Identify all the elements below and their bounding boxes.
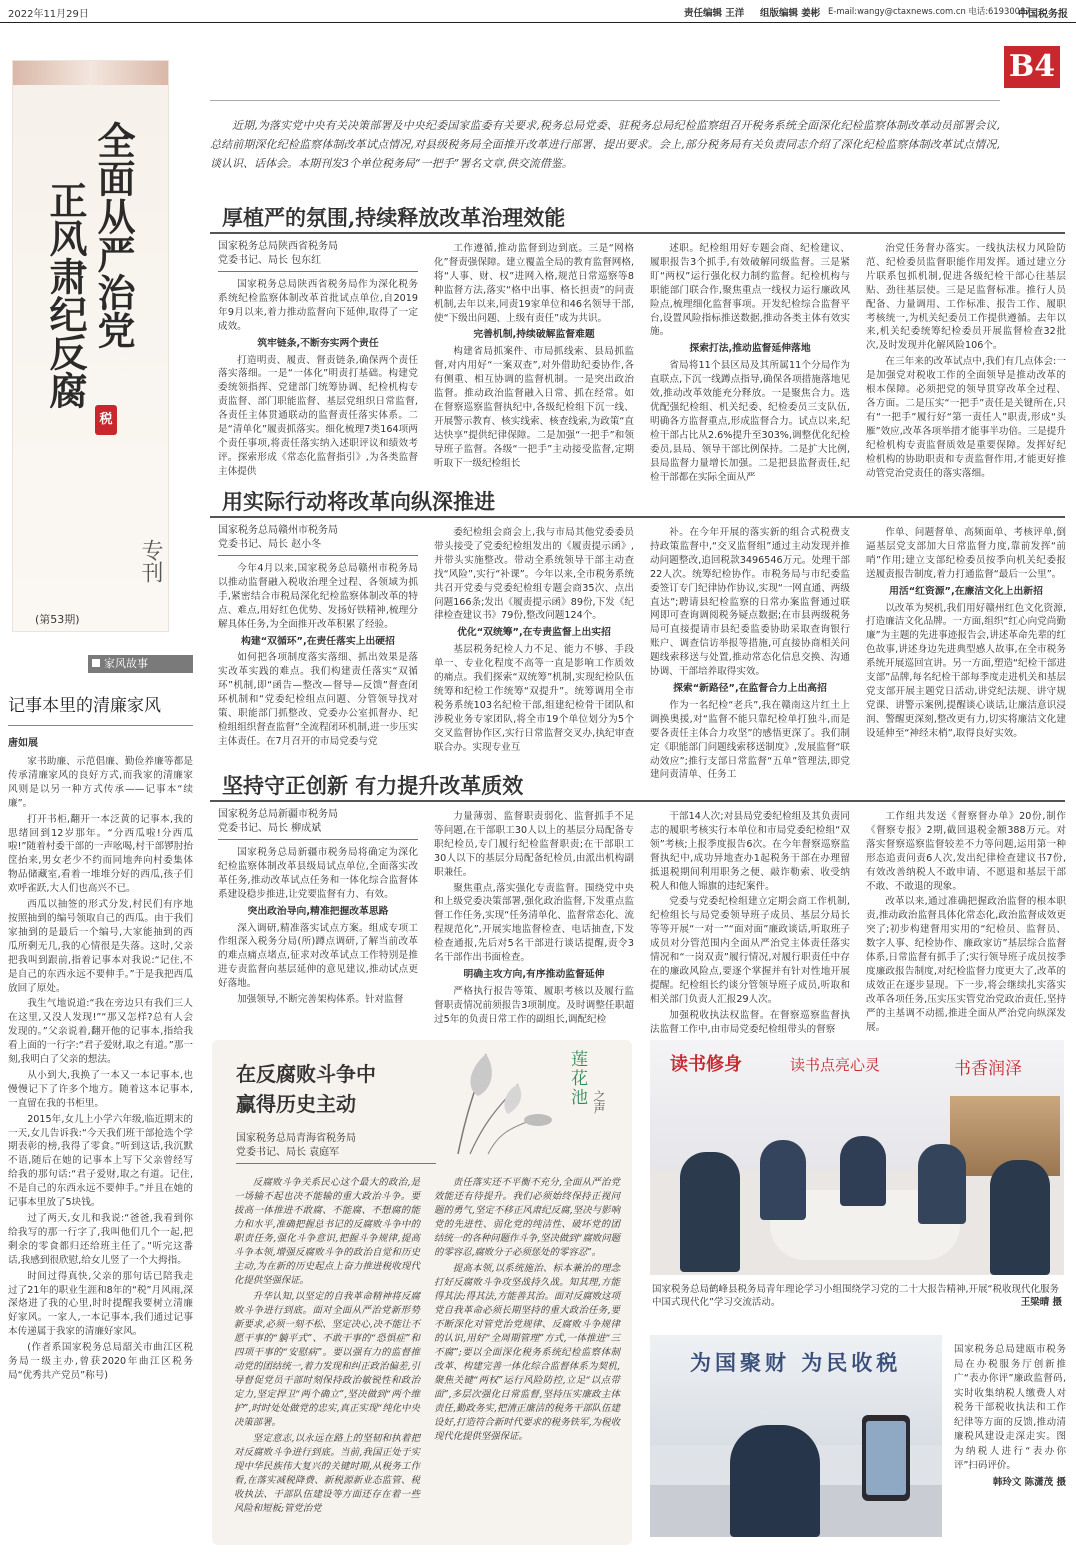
masthead-title-line1: 全面从严治党 [91,121,136,349]
intro-top-line [210,100,1000,101]
a4-paragraph: 升华认知,以坚定的自我革命精神将反腐败斗争进行到底。面对全面从严治党新形势新要求,必须一刻不松、坚定决心,决不能让不愿干事的“躺平式”、不敢干事的“恐惧症”和四项干事的“安慰病”。要以强有力的监督推动党的团结统一,着力发现和纠正政治偏差,引导督促党员干部时刻保持政治敏锐性和政治定力,坚定捍卫“两个确立”,坚决做到“两个维护”,时时处处做党的忠实,真正实现“纯化中央决策部署。 [234,1291,420,1428]
article-1-headline: 厚植严的氛围,持续释放改革治理效能 [222,205,566,230]
a3-paragraph: 国家税务总局新疆市税务局将确定为深化纪检监察体制改革县级局试点单位,全面落实改革任务,推动改革试点任务和一体化综合监督体系建设稳步推进,让党要监督有力、有效。 [218,847,418,900]
family-story [8,655,193,1545]
family-title: 记事本里的清廉家风 [8,696,161,716]
square-icon [92,659,100,667]
article-3-headline: 坚持守正创新 有力提升改革质效 [222,773,524,798]
a3-paragraph: 深入调研,精准落实试点方案。组成专项工作组深入税务分局(所)蹲点调研,了解当前改革的难点痛点堵点,征求对改革试点工作特别是推进专责监督向基层延伸的意见建议,推动试点更好落地。 [218,922,418,990]
a2-paragraph: 补。在今年开展的落实新的组合式税费支持政策监督中,“交叉监督组”通过主动发现并推动问题整改,追回税款3496546万元。处理干部22人次。统筹纪检协作。市税务局与市纪委监委签订专门纪律协作协议,实现“一网直通、两级直达”;聘请县纪检监察的日常办案监督通过联网即可查询调阅税务疑点数据;在市县两级税务局可直接提请市县纪委监委协助采取查询银行账户、调查信访举报等措施,可直接协商相关问题线索移送与处置,推动常态化信息交换、沟通协调、干部培养取得实效。 [650,527,850,678]
photo-1-caption-text: 国家税务总局鹤峰县税务局青年理论学习小组围绕学习党的二十大报告精神,开展“税收现代化服务中国式现代化”学习交流活动。 [652,1284,1059,1308]
a2-paragraph: 作单、问题督单、高频面单、考核评单,倒逼基层党支部加大日常监督力度,靠前发挥“前哨”作用;建立支部纪检委员按季向机关纪委报送履责报告制度,着力打通监督“最后一公里”。 [866,527,1066,580]
a2-paragraph: 基层税务纪检人力不足、能力不够、手段单一、专业化程度不高等一直是影响工作质效的痛点。我们探索“双统筹”机制,实现纪检队伍统筹和纪检工作统筹“双提升”。统筹调用全市税务系统103名纪检干部,组建纪检骨干团队和涉税业务专家团队,将全市19个单位划分为5个交叉监督协作区,实行日常监督交叉办,执纪审查联合办。实现专业互 [434,644,634,753]
masthead-issue: (第53期) [35,613,80,626]
article-1-byline [218,240,418,272]
a3-paragraph: 改革以来,通过准确把握政治监督的根本职责,推动政治监督具体化常态化,政治监督成效更突了;初步构建督用实用的“纪检员、监督员、数字人事、纪检协作、廉政家访”基层综合监督体系,日常监督有抓手了;实行领导班子成员按季度廉政报告制度,对纪检监督力度更大了,改革的成效正在逐步显现。下一步,将会继续扎实落实改革各项任务,压实压实管党治党政治责任,坚持严的主基调不动摇,推进全面从严治党向纵深发展。 [866,896,1066,1033]
photo-1-banner-mid: 读书点亮心灵 [790,1056,881,1074]
photo-2 [650,1335,942,1537]
article-3-org: 国家税务总局新疆市税务局 [218,809,338,820]
article-4-headline-line2: 赢得历史主动 [236,1092,356,1116]
a3-paragraph: 加强领导,不断完善架构体系。针对监督 [237,994,404,1006]
lotus-icon [448,1044,568,1162]
article-3-role: 党委书记、局长 柳成斌 [218,823,322,834]
a3-paragraph: 干部14人次;对县局党委纪检组及其负责同志的履职考核实行本单位和市局党委纪检组“双领”考核;上报季度报告6次。在今年督察巡察监督执纪中,成功异地查办1起税务干部在办理留抵退税期间利用职务之便、敲诈勒索、收受纳税人和他人锦旗的违纪案件。 [650,811,850,892]
lotus-title: 莲花池 [567,1050,587,1107]
a2-subheading: 用活“红资源”,在廉洁文化上出新招 [889,585,1043,597]
header-editor: 责任编辑 王洋 [684,8,745,19]
article-4-org: 国家税务总局青海省税务局 [236,1133,356,1144]
family-author-rule [8,725,193,726]
family-author: 唐如展 [8,738,38,749]
photo-2-credit: 韩玲文 陈潇茂 摄 [992,1476,1066,1488]
article-1-column-1 [218,278,418,478]
page-number: B4 [1008,49,1056,84]
masthead-label: 专刊 [138,539,163,583]
masthead-seal-text: 税 [99,412,113,427]
family-body [8,755,193,1540]
article-1-rule [210,232,1065,234]
family-paragraph: 我生气地说道:“我在旁边只有我们三人在这里,又没人发现!”“那又怎样?总有人会发现的。”父亲说着,翻开他的记事本,指给我看上面的一行字:“君子爱财,取之有道。”那一刻,我明白了父亲的想法。 [8,998,193,1066]
header-date: 2022年11月29日 [8,9,89,20]
article-2-role: 党委书记、局长 赵小冬 [218,539,322,550]
photo-1-person [918,1144,966,1224]
article-2-column-4 [866,526,1066,762]
article-2-headline: 用实际行动将改革向纵深推进 [222,489,495,514]
article-1-column-4 [866,242,1066,478]
article-4-box [212,1040,632,1545]
a1-subheading: 探索打法,推动监督延伸落地 [689,343,811,355]
a4-paragraph: 反腐败斗争关系民心这个最大的政治,是一场输不起也决不能输的重大政治斗争。要拔高一体推进不敢腐、不能腐、不想腐的能力和水平,准确把握总书记的反腐败斗争中的职责任务,强化斗争意识,把握斗争规律,提高斗争本领,增强反腐败斗争的政治自觉和历史主动,为在新的历史起点上奋力推进税收现代化提供坚强保证。 [234,1177,420,1286]
a4-paragraph: 坚定意志,以永远在路上的坚韧和执着把对反腐败斗争进行到底。当前,我国正处于实现中华民族伟大复兴的关键时期,从税务工作看,在落实减税降费、新税源新业态监管、税收执法、干部队伍建设等方面还存在着一些风险和短板;管党治党 [234,1433,420,1514]
page-number-badge [1004,46,1060,88]
photo-2-banner: 为国聚财 为民收税 [690,1350,902,1375]
page-header [0,0,1076,23]
a2-paragraph: 如何把各项制度落实落细、抓出效果是落实改革实践的难点。我们构建责任落实“双循环”机制,即“函告—整改—督导—反馈”督查闭环机制和“党委纪检组点问题、分管领导找对策、职能部门抓整改、党委办公室抓督办、纪检组组织督查监督”全流程闭环机制,进一步压实主体责任。在7月召开的市局党委与党 [218,652,418,747]
a3-paragraph: 严格执行报告等策、履职考核以及履行监督职责情况前须报告3项制度。及时调整任职超过5年的负责日常工作的副组长,调配纪检 [434,985,634,1025]
a2-paragraph: 以改革为契机,我们用好赣州红色文化资源,打造廉洁文化品牌。一方面,组织“红心向党尚勤廉”为主题的先进事迹报告会,讲述革命先辈的红色故事,讲述身边先进典型感人故事,在全市税务系统开展巡回宣讲。另一方面,塑造“纪检干部进支部”品牌,每名纪检干部每季度走进机关和基层党支部开展主题党日活动,讲党纪法规、讲守规党课、讲警示案例,提醒谈心谈话,让廉洁意识浸润、警醒更深刻,整改更有力,切实将廉洁文化建设延伸至“神经末梢”,取得良好实效。 [866,602,1066,739]
a1-subheading: 筑牢链条,不断夯实两个责任 [257,337,379,349]
article-2-byline [218,524,418,556]
photo-1-banner-right: 书香润泽 [954,1059,1022,1079]
a1-paragraph: 工作遵循,推动监督到边到底。三是“网格化”督责强保障。建立覆盖全局的教育监督网格,将“人事、财、权”进网入格,规范日常巡察等8种监督方法,落实“格中出事、格长担责”的问责机制,去年以来,同责19家单位和46名领导干部,使“下级出问题、上级有责任”成为共识。 [434,243,634,324]
a1-paragraph: 国家税务总局陕西省税务局作为深化税务系统纪检监察体制改革首批试点单位,自2019年9月以来,着力推动监督向下延伸,取得了一定成效。 [218,279,418,332]
photo-1-banner-left: 读书修身 [670,1054,742,1075]
a1-paragraph: 述职。纪检组用好专题会商、纪检建议、履职报告3个抓手,有效破解同级监督。三是紧盯“两权”运行强化权力制约监督。纪检机构与职能部门联合作,聚焦重点一线权力运行廉政风险点,梳理细化监督事项。开发纪检综合监督平台,设置风险指标推送数据,推动各类主体有效实施。 [650,243,850,338]
masthead-top-stripe [13,61,168,85]
photo-2-caption [954,1343,1066,1490]
article-1-org: 国家税务总局陕西省税务局 [218,241,338,252]
a2-paragraph: 今年4月以来,国家税务总局赣州市税务局以推动监督融入税收治理全过程、各领域为抓手,紧密结合市税局深化纪检监察体制改革的特点、难点,用好红色优势、发扬好铁精神,梳理分解具体任务,为全面推开改革积累了经验。 [218,563,418,630]
article-3-column-4 [866,810,1066,1033]
a1-paragraph: 打造明责、履责、督责链条,确保两个责任落实落细。一是“一体化”明责打基础。构建党委统领指挥、党建部门统筹协调、纪检机构专责监督、部门职能监督、基层党组织日常监督,各责任主体贯通联动的监督责任落实体系。二是“清单化”履责抓落实。细化梳理7类164项两个责任事项,将责任落实纳入述职评议和绩效考评。探索形成《常态化监督指引》,为各类监督主体提供 [218,354,418,477]
article-2-column-2 [434,526,634,762]
article-3-byline [218,808,418,840]
header-paper: 中国税务报 [1018,9,1068,20]
lotus-subtitle: 之声 [592,1090,606,1114]
a1-paragraph: 构建省局抓案件、市局抓线索、县局抓监督,对内用好“一案双查”,对外借助纪委协作,各有侧重、相互协调的监督机制。一是突出政治监督。推动政治监督融入日常、抓在经常。如在督察巡察监督执纪中,各级纪检组下沉一线、开展警示教育、核实线索、核查线索,为政策“直达快享”提供纪律保障。二是加强“一把手”和领导班子监督。各级“一把手”主动接受监督,定期听取下一级纪检组长 [434,346,634,469]
photo-1-person [840,1136,886,1206]
photo-1-person [990,1160,1050,1275]
a4-paragraph: 提高本领,以系统施治、标本兼治的理念打好反腐败斗争攻坚战持久战。知其理,方能得其法;得其法,方能善其治。面对反腐败这项党自我革命必须长期坚持的重大政治任务,要不断深化对管党治党规律、反腐败斗争规律的认识,用好“全周期管理”方式,一体推进“三不腐”;要以全面深化税务系统纪检监察体制改革、构建完善一体化综合监督体系为契机,聚焦关键“两权”运行风险防控,立足“以点带面”,多层次强化日常监督,坚持压实廉政主体责任,勤政务实,把清正廉洁的税务干部队伍建设好,打造符合新时代要求的税务铁军,为税收现代化提供坚强保证。 [434,1263,620,1442]
a2-subheading: 探索“新路径”,在监督合力上出高招 [673,682,827,694]
family-paragraph: 过了两天,女儿和我说:“爸爸,我看到你给我写的那一行字了,我叫他们几个一起,把剩余的零食都归还给班主任了。”听完这番话,我感到很欣慰,给女儿竖了一个大拇指。 [8,1213,193,1266]
family-section-label: 家风故事 [104,657,148,670]
article-1-column-3 [650,242,850,483]
a2-subheading: 构建“双循环”,在责任落实上出硬招 [241,635,395,647]
article-4-headline-line1: 在反腐败斗争中 [236,1062,376,1086]
family-paragraph: 从小到大,我换了一本又一本记事本,也慢慢记下了许多个地方。随着这本记事本,一直留在我的书柜里。 [8,1069,193,1109]
a2-paragraph: 委纪检组会商会上,我与市局其他党委委员带头接受了党委纪检组发出的《履责提示函》,并带头实施整改。带动全系统领导干部主动查找“风险”,实行“补课”。今年以来,全市税务系统共召开党委与党委纪检组专题会商35次、点出问题166条;发出《履责提示函》89份,下发《纪律检查建议书》79份,整改问题124个。 [434,527,634,622]
lotus-panel [448,1044,618,1164]
photo-1-person [680,1152,740,1272]
a3-paragraph: 聚焦重点,落实强化专责监督。围绕党中央和上级党委决策部署,强化政治监督,下发重点监督工作任务,实现“任务清单化、监督常态化、流程规范化”,开展实地监督检查、电话抽查,下发检查通报,先后对5名干部进行谈话提醒,责令3名干部作出书面检查。 [434,882,634,964]
article-2-column-3 [650,526,850,781]
intro-text: 近期,为落实党中央有关决策部署及中央纪委国家监委有关要求,税务总局党委、驻税务总局纪检监察组召开税务系统全面深化纪检监察体制改革动员部署会议,总结前期深化纪检监察体制改革试点情况,对县级税务局全面推开改革进行部署、提出要求。会上,部分税务局有关负责同志介绍了深化纪检监察体制改革试点情况,谈认识、话体会。本期刊发3个单位税务局“一把手”署名文章,供交流借鉴。 [210,119,1000,170]
article-1-column-2 [434,242,634,478]
a3-subheading: 明确主攻方向,有序推动监督延伸 [463,968,605,980]
article-3-column-3 [650,810,850,1035]
article-2-org: 国家税务总局赣州市税务局 [218,525,338,536]
intro-box [210,100,1000,182]
article-4-column-1 [234,1176,420,1536]
family-paragraph: 打开书柜,翻开一本泛黄的记事本,我的思绪回到12岁那年。“分西瓜啦!分西瓜啦!”随着村委干部的一声吆喝,村干部锣肘抬筐抬来,男女老少不约而同地奔向村委集体物品储藏室,看着一堆堆分好的西瓜,孩子们欢呼雀跃,大人们也高兴不已。 [8,813,193,895]
photo-2-person [730,1425,820,1537]
photo-1 [650,1040,1064,1275]
article-2-rule [210,516,1065,518]
masthead [12,60,169,632]
a3-paragraph: 加强税收执法权监督。在督察巡察监督执法监督工作中,由市局党委纪检组带头的督察 [650,1009,850,1035]
article-4-column-2 [434,1176,620,1536]
a2-paragraph: 作为一名纪检“老兵”,我在赣南这片红土上调换奥援,对“监督不能只靠纪检单打独斗,而是要各责任主体合力攻坚”的感悟更深了。我们制定《职能部门问题线索移送制度》,发展监督“联动效应”;推行支部日常监督“五单”管理法,即党建问责清单、任务工 [650,699,850,781]
photo-2-phone-screen [866,1421,906,1495]
masthead-title-line2: 正风肃纪反腐 [43,181,88,409]
a3-paragraph: 党委与党委纪检组建立定期会商工作机制,纪检组长与局党委领导班子成员、基层分局长等等开展“一对一”“面对面”廉政谈话,听取班子成员对分管范围内全面从严治党主体责任落实情况和“一岗双责”履行情况,对履行职责任中存在的廉政风险点,要逐个掌握并有针对性地开展提醒。纪检组长约谈分管领导班子成员,听取和相关部门负责人汇报29人次。 [650,896,850,1005]
family-paragraph: 西瓜以抽签的形式分发,村民们有序地按照抽到的编号领取自己的西瓜。由于我们家抽到的是最后一个编号,大家能抽到的西瓜所剩无几,我的心情很是失落。这时,父亲把我叫到跟前,指着记事本对我说:“记住,不是自己的东西永远不要伸手。”于是我把西瓜放回了原处。 [8,899,193,994]
family-paragraph: (作者系国家税务总局韶关市曲江区税务局一级主办,曾获2020年曲江区税务局“优秀共产党员”称号) [8,1342,193,1381]
a1-paragraph: 省局将11个县区局及其所属11个分局作为直联点,下沉一线蹲点指导,确保各项措施落地见效,推动改革效能充分释放。一是聚焦合力。选优配强纪检组、机关纪委、纪检委员三支队伍,明确各方监督重点,形成监督合力。试点以来,纪检干部占比从2.6%提升至303%,调整优化纪检委员,县局、领导干部比例保持。二是扩大比例,县局监督力量增长加强。二是把县监督责任,纪检干部都在实际全面从严 [650,360,850,483]
article-2-column-1 [218,562,418,762]
masthead-seal [95,405,117,435]
family-section-header [88,655,193,673]
a3-paragraph: 力量薄弱、监督职责弱化、监督抓手不足等问题,在干部职工30人以上的基层分局配备专职纪检员,专门履行纪检监督职责;在干部职工30人以下的基层分局配备纪检员,由派出机构副职兼任。 [434,811,634,878]
a3-paragraph: 工作组共发送《督察督办单》20份,制作《督察专报》2期,截回退税金额388万元。对落实督察巡察监督较差不力等问题,运用第一种形态追责问责6人次,发出纪律检查建议书7份,有效改善纳税人不敢申请、不愿退和基层干部不敢、不敢退的现象。 [866,811,1066,892]
family-paragraph: 2015年,女儿上小学六年级,临近期末的一天,女儿告诉我:“今天我们班干部抢选个学期表彰的榜,我得了零食。”听到这话,我沉默不语,随后在她的记事本上写下父亲曾经写给我的那句话:“君子爱财,取之有道。记住,不是自己的东西永远不要伸手。”并且在她的记事本里放了5块钱。 [8,1113,193,1209]
article-3-rule [210,800,1065,802]
family-paragraph: 时间过得真快,父亲的那句话已陪我走过了21年的职业生涯和8年的“税”月风雨,深深烙进了我的心里,时时提醒我要树立清廉好家风。一家人,一本记事本,我们通过记事本传递属于我家的清廉好家风。 [8,1270,193,1338]
photo-1-person [760,1140,806,1220]
header-designer: 组版编辑 姜彬 [760,8,821,19]
family-paragraph: 家书助廉、示范倡廉、勤俭养廉等都是传承清廉家风的良好方式,而我家的清廉家风则是以另一种方式传承——记事本“续廉”。 [8,756,193,809]
photo-1-caption [652,1283,1062,1309]
a4-paragraph: 责任落实还不平衡不充分,全面从严治党效能还有待提升。我们必须始终保持正视问题的勇气,坚定不移正风肃纪反腐,坚决与影响党的先进性、弱化党的纯洁性、破坏党的团结统一的各种问题作斗争,坚决做到“腐败问题的零容忍,腐败分子必须惩处的零容忍”。 [434,1177,620,1258]
article-3-column-2 [434,810,634,1024]
photo-1-credit: 王梁晴 摄 [1020,1297,1062,1308]
article-3-column-1 [218,846,418,1024]
a1-paragraph: 在三年来的改革试点中,我们有几点体会:一是加强党对税收工作的全面领导是推动改革的根本保障。必须把党的领导贯穿改革全过程、各方面。二是压实“一把手”责任是关键所在,只有“一把手”履行好“第一责任人”职责,形成“头雁”效应,改革各项举措才能事半功倍。三是提升纪检机构专责监督质效是重要保障。发挥好纪检机构的协助职责和专责监督作用,才能更好推动管党治党责任的落实落细。 [866,356,1066,479]
a3-subheading: 突出政治导向,精准把握改革思路 [247,905,389,917]
article-4-role: 党委书记、局长 袁庭军 [236,1147,340,1158]
a1-subheading: 完善机制,持续破解监督难题 [473,329,595,341]
article-1-role: 党委书记、局长 包东红 [218,255,322,266]
header-contact: E-mail:wangy@ctaxnews.com.cn 电话:61930087 [828,6,1031,16]
photo-2-caption-text: 国家税务总局建瓯市税务局在办税服务厅创新推广“表办你评”廉政监督码,实时收集纳税人缴费人对税务干部税收执法和工作纪律等方面的反馈,推动清廉税风建设走深走实。图为纳税人进行“表办你评”扫码评价。 [954,1344,1066,1471]
article-4-byline [236,1132,436,1164]
a1-paragraph: 治党任务督办落实。一线执法权力风险防范、纪检委员监督职能作用发挥。通过建立分片联系包抓机制,促进各级纪检干部心往基层贴、劲往基层使。三是足监督标准。推行人员配备、力量调用、工作标准、报告工作、履职考核统一,为机关纪委员工作提供遵循。去年以来,机关纪委统筹纪检委员开展监督检查32批次,及时发现并化解风险106个。 [866,243,1066,352]
a2-subheading: 优化“双统筹”,在专责监督上出实招 [457,627,611,639]
